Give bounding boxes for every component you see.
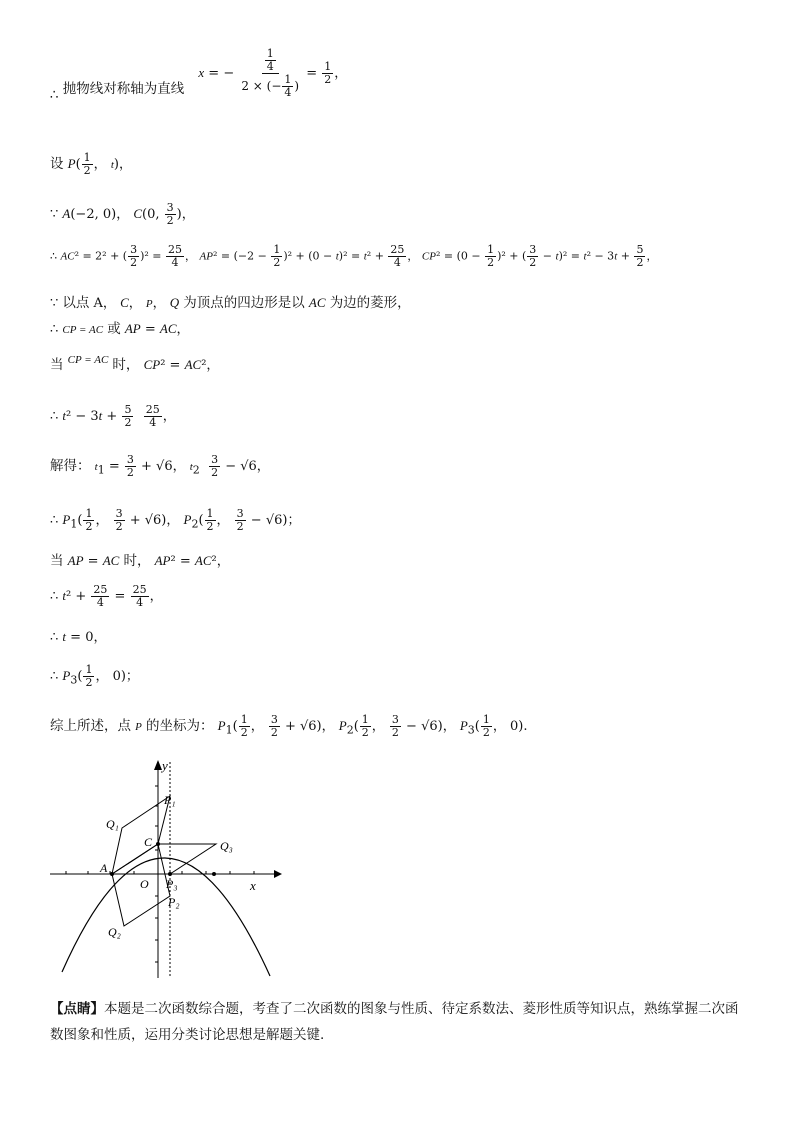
solution-line-1: ∴ 抛物线对称轴为直线 x = − $\frac{1}{4}$ 2 × (− $\frac{1}{4}$ ) = $\frac{1}{2}$ ，	[50, 47, 348, 103]
label-c: C	[144, 835, 153, 849]
label-p1: P₁	[164, 793, 176, 807]
label-a: A	[100, 861, 108, 875]
label-p3: P₃	[166, 877, 178, 891]
label-q2: Q₂	[108, 925, 121, 939]
solution-line-8: ∴ t² − 3t + $\frac{5}{2}$ $\frac{25}{4}$ ，	[50, 403, 176, 429]
solution-line-5: ∵ 以点 A， C， P， Q 为顶点的四边形是以 AC 为边的菱形，	[50, 295, 411, 311]
rhombus-acp1q1	[112, 796, 170, 874]
point-c	[156, 842, 160, 846]
solution-line-2: 设 P( $\frac{1}{2}$ ， t)，	[50, 151, 132, 177]
parabola-rhombus-figure	[46, 756, 286, 986]
point-a	[110, 872, 114, 876]
solution-note	[50, 996, 750, 1048]
note-text: 本题是二次函数综合题，考查了二次函数的图象与性质、待定系数法、菱形性质等知识点，熟练掌握二次函数图象和性质，运用分类讨论思想是解题关键.	[50, 1001, 739, 1043]
solution-line-6: ∴ CP = AC 或 AP = AC，	[50, 321, 190, 337]
parabola-curve	[62, 858, 270, 976]
solution-line-3: ∵ A(−2, 0)， C(0, $\frac{3}{2}$ )，	[50, 201, 195, 227]
note-tag: 【点睛】	[50, 1001, 104, 1017]
solution-line-12: ∴ t² + $\frac{25}{4}$ = $\frac{25}{4}$ ，	[50, 583, 163, 609]
solution-line-7: 当 $^{CP = AC}$ 时， CP² = AC²，	[50, 354, 220, 373]
label-o: O	[140, 877, 149, 891]
solution-line-11: 当 AP = AC 时， AP² = AC²，	[50, 553, 230, 569]
label-p2: P₂	[168, 895, 180, 909]
label-x: x	[250, 878, 256, 893]
point-p3	[168, 872, 172, 876]
x-axis-arrow	[274, 870, 282, 878]
solution-line-13: ∴ t = 0，	[50, 629, 107, 645]
solution-line-9: 解得： $t_1$ = $\frac{3}{2}$ + √6， $t_2$ $\frac{3}{2}$ − √6，	[50, 453, 270, 479]
label-q3: Q₃	[220, 839, 233, 853]
y-axis-arrow	[154, 760, 162, 770]
point-root	[212, 872, 216, 876]
solution-line-4: ∴ AC² = 2² + ( $\frac{3}{2}$ )² = $\frac{25}{4}$ ， AP² = (−2 − $\frac{1}{2}$ )² + (0 − t)² = t² + $\frac{25}{4}$ ， CP² = (0 − $\frac{1}{2}$ )² + ( $\frac{3}{2}$ − t)² = t² − 3t + $\frac{5}{2}$ ，	[50, 243, 658, 269]
solution-line-15: 综上所述，点 P 的坐标为： $P_1$( $\frac{1}{2}$ ， $\frac{3}{2}$ + √6)， $P_2$( $\frac{1}{2}$ ， $\frac{3}{2}$ − √6)， $P_3$( $\frac{1}{2}$ ， 0).	[50, 713, 528, 739]
solution-line-10: ∴ $P_1$( $\frac{1}{2}$ ， $\frac{3}{2}$ + √6)， $P_2$( $\frac{1}{2}$ ， $\frac{3}{2}$ − √6)；	[50, 507, 301, 533]
label-y: y	[162, 758, 168, 773]
solution-line-14: ∴ $P_3$( $\frac{1}{2}$ ， 0)；	[50, 663, 139, 689]
label-q1: Q₁	[106, 817, 119, 831]
